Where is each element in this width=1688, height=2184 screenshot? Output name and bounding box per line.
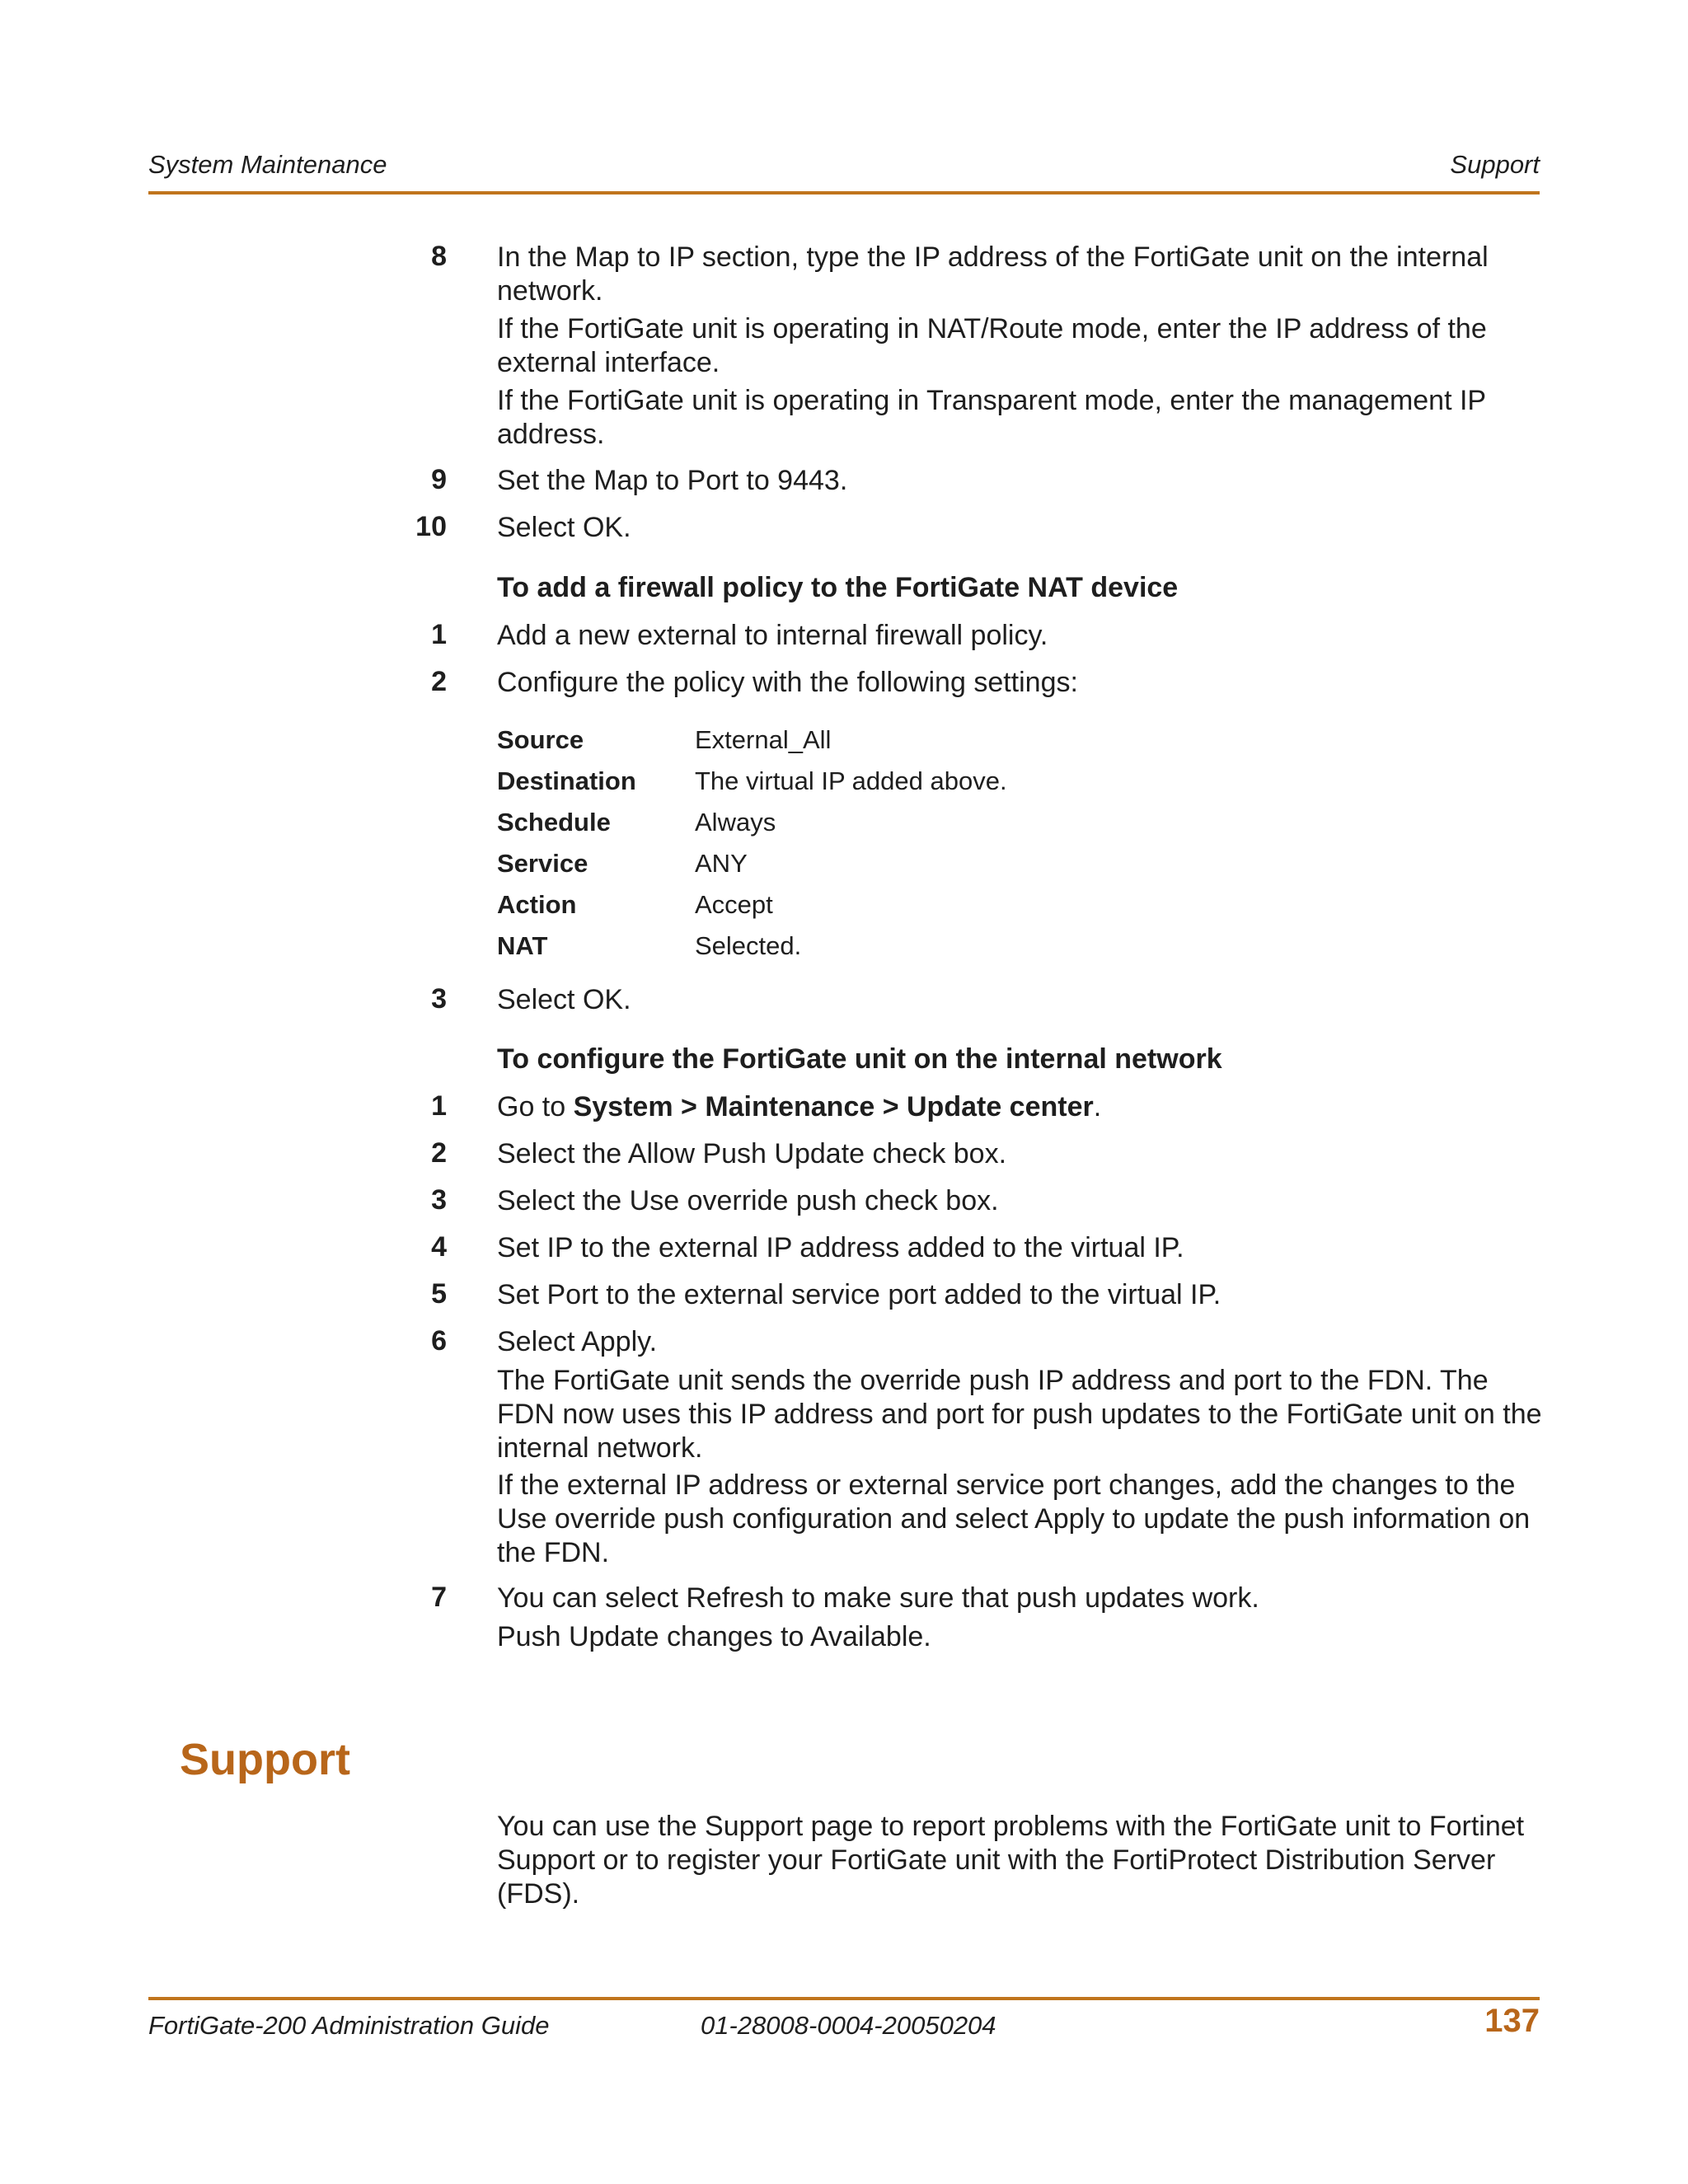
setting-label: Source: [497, 725, 584, 754]
setting-value: Accept: [695, 890, 773, 919]
step-text: Select Apply.: [497, 1326, 658, 1357]
step-number: 3: [431, 983, 447, 1015]
step-note: If the external IP address or external service port changes, add the changes to the Use override push configuration and select Apply to update the push information on the FDN.: [497, 1469, 1531, 1568]
step-note: The FortiGate unit sends the override push IP address and port to the FDN. The FDN now uses this IP address and port for push updates to the FortiGate unit on the internal network.: [497, 1365, 1542, 1464]
step-text: Select OK.: [497, 512, 631, 543]
procedure-title: To add a firewall policy to the FortiGate NAT device: [497, 572, 1179, 603]
step-number: 4: [431, 1231, 447, 1263]
setting-value: Selected.: [695, 931, 802, 960]
step-number: 6: [431, 1325, 447, 1357]
step-text: Select the Allow Push Update check box.: [497, 1138, 1007, 1169]
section-heading: Support: [180, 1735, 350, 1784]
step-number: 2: [431, 1137, 447, 1169]
step-text: Add a new external to internal firewall policy.: [497, 620, 1048, 651]
step-note: If the FortiGate unit is operating in Transparent mode, enter the management IP address.: [497, 385, 1486, 450]
running-header-right: Support: [1450, 150, 1540, 179]
step-text: [497, 1090, 1544, 1124]
step-number: 3: [431, 1184, 447, 1216]
setting-label: NAT: [497, 931, 548, 960]
step-text: In the Map to IP section, type the IP address of the FortiGate unit on the internal network.: [497, 241, 1489, 307]
footer-title: FortiGate-200 Administration Guide: [148, 2011, 550, 2040]
header-rule: [148, 191, 1540, 194]
setting-value: ANY: [695, 849, 748, 878]
step-text: Configure the policy with the following settings:: [497, 667, 1078, 698]
step-number: 9: [431, 464, 447, 495]
section-body: You can use the Support page to report problems with the FortiGate unit to Fortinet Support or to register your FortiGate unit with the FortiProtect Distribution Server (FDS).: [497, 1811, 1525, 1910]
step-note: If the FortiGate unit is operating in NAT/Route mode, enter the IP address of the external interface.: [497, 313, 1487, 378]
page-number: 137: [1484, 2003, 1540, 2039]
step-text-suffix: .: [1093, 1091, 1102, 1122]
menu-path: System > Maintenance > Update center: [573, 1091, 1094, 1122]
setting-label: Schedule: [497, 808, 611, 837]
step-number: 1: [431, 619, 447, 650]
setting-value: The virtual IP added above.: [695, 766, 1007, 795]
setting-label: Action: [497, 890, 577, 919]
step-number: 8: [431, 241, 447, 272]
procedure-title: To configure the FortiGate unit on the internal network: [497, 1043, 1222, 1075]
step-number: 2: [431, 666, 447, 697]
step-text: Select the Use override push check box.: [497, 1185, 999, 1216]
setting-value: External_All: [695, 725, 832, 754]
step-text: Set Port to the external service port added to the virtual IP.: [497, 1279, 1221, 1310]
setting-label: Service: [497, 849, 588, 878]
footer-doc-number: 01-28008-0004-20050204: [701, 2011, 996, 2040]
step-text: Select OK.: [497, 984, 631, 1015]
setting-value: Always: [695, 808, 776, 837]
step-number: 5: [431, 1278, 447, 1310]
step-text-prefix: Go to: [497, 1091, 574, 1122]
step-number: 10: [415, 511, 447, 542]
step-text: Set IP to the external IP address added to the virtual IP.: [497, 1232, 1184, 1263]
step-number: 1: [431, 1090, 447, 1122]
step-number: 7: [431, 1582, 447, 1613]
footer-rule: [148, 1997, 1540, 2000]
step-text: You can select Refresh to make sure that push updates work.: [497, 1582, 1259, 1614]
setting-label: Destination: [497, 766, 636, 795]
step-text: Set the Map to Port to 9443.: [497, 465, 848, 496]
step-note: Push Update changes to Available.: [497, 1621, 931, 1652]
running-header-left: System Maintenance: [148, 150, 387, 179]
